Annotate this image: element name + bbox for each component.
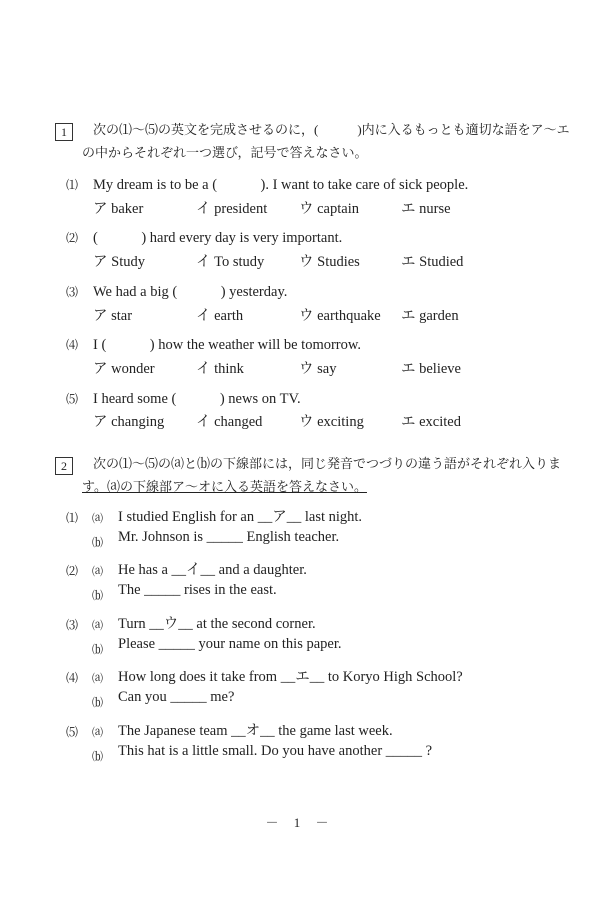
choice-b: イ changed: [196, 414, 263, 430]
choice-c: ウ captain: [299, 201, 359, 217]
q2-header: [55, 454, 83, 476]
q1-item-sentence: I heard some ( ) news on TV.: [93, 391, 301, 407]
q2-sentence-a: How long does it take from __エ__ to Koryo High School?: [118, 669, 463, 685]
choice-b: イ think: [196, 361, 244, 377]
q2-sentence-b: Please _____ your name on this paper.: [118, 636, 342, 652]
choice-c: ウ Studies: [299, 254, 360, 270]
sub-label-b: ⒝: [92, 751, 103, 763]
sub-label-a: ⒜: [92, 673, 103, 685]
choice-d: エ Studied: [401, 254, 464, 270]
q2-number-box: 2: [55, 457, 73, 475]
q2-sentence-b: This hat is a little small. Do you have another _____ ?: [118, 743, 433, 759]
choice-a: ア changing: [93, 414, 165, 430]
choice-c: ウ say: [299, 361, 337, 377]
q1-item-sentence: I ( ) how the weather will be tomorrow.: [93, 337, 362, 353]
q1-instruction-line2: の中からそれぞれ一つ選び，記号で答えなさい。: [82, 145, 368, 160]
choice-d: エ excited: [401, 414, 461, 430]
q2-instruction-line1: 次の⑴〜⑸の⒜と⒝の下線部には，同じ発音でつづりの違う語がそれぞれ入りま: [93, 456, 562, 471]
q2-sentence-b: Can you _____ me?: [118, 689, 235, 705]
q1-number-box: 1: [55, 123, 73, 141]
sub-label-b: ⒝: [92, 590, 103, 602]
choice-c: ウ exciting: [299, 414, 364, 430]
choice-b: イ president: [196, 201, 268, 217]
sub-label-b: ⒝: [92, 537, 103, 549]
q2-sentence-a: Turn __ウ__ at the second corner.: [118, 616, 316, 632]
q1-instruction-line1: 次の⑴〜⑸の英文を完成させるのに，( )内に入るもっとも適切な語をア〜エ: [93, 122, 570, 137]
choice-a: ア star: [93, 308, 133, 324]
choice-d: エ nurse: [401, 201, 451, 217]
choice-b: イ earth: [196, 308, 244, 324]
sub-label-b: ⒝: [92, 644, 103, 656]
q2-item-number: ⑷: [66, 671, 79, 685]
q2-item-number: ⑶: [66, 618, 79, 632]
choice-b: イ To study: [196, 254, 265, 270]
choice-a: ア baker: [93, 201, 144, 217]
q2-item-number: ⑸: [66, 725, 79, 739]
sub-label-a: ⒜: [92, 513, 103, 525]
q2-sentence-b: Mr. Johnson is _____ English teacher.: [118, 529, 340, 545]
q1-item-sentence: My dream is to be a ( ). I want to take care of sick people.: [93, 177, 469, 193]
choice-a: ア Study: [93, 254, 145, 270]
q1-item-number: ⑸: [66, 392, 79, 406]
choice-d: エ garden: [401, 308, 459, 324]
q1-item-sentence: ( ) hard every day is very important.: [93, 230, 343, 246]
sub-label-a: ⒜: [92, 566, 103, 578]
q1-item-number: ⑵: [66, 231, 79, 245]
q1-item-sentence: We had a big ( ) yesterday.: [93, 284, 288, 300]
choice-d: エ believe: [401, 361, 461, 377]
q1-item-number: ⑷: [66, 338, 79, 352]
choice-c: ウ earthquake: [299, 308, 381, 324]
page-number: － 1 －: [265, 815, 335, 830]
q2-item-number: ⑵: [66, 564, 79, 578]
q1-item-number: ⑶: [66, 285, 79, 299]
q1-header: [55, 120, 83, 142]
choice-a: ア wonder: [93, 361, 155, 377]
q1-item-number: ⑴: [66, 178, 79, 192]
q2-sentence-a: I studied English for an __ア__ last night.: [118, 509, 363, 525]
q2-sentence-a: He has a __イ__ and a daughter.: [118, 562, 307, 578]
sub-label-a: ⒜: [92, 620, 103, 632]
sub-label-a: ⒜: [92, 727, 103, 739]
q2-item-number: ⑴: [66, 511, 79, 525]
q2-sentence-a: The Japanese team __オ__ the game last week.: [118, 723, 393, 739]
q2-instruction-line2: す。⒜の下線部ア〜オに入る英語を答えなさい。: [82, 479, 367, 494]
q2-sentence-b: The _____ rises in the east.: [118, 582, 277, 598]
sub-label-b: ⒝: [92, 697, 103, 709]
